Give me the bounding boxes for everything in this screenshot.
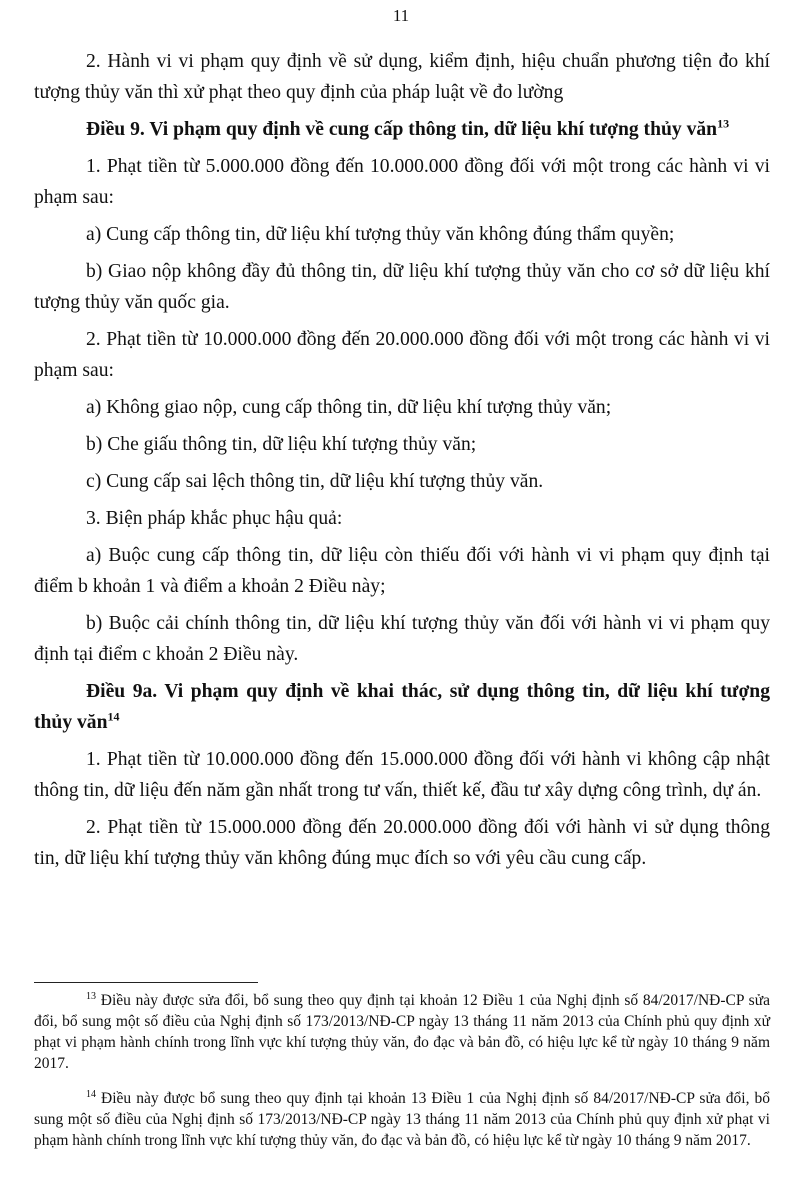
paragraph: 1. Phạt tiền từ 5.000.000 đồng đến 10.000.000 đồng đối với một trong các hành vi vi phạm sau: [34, 156, 770, 208]
footnote-ref: 14 [107, 709, 120, 724]
paragraph: a) Cung cấp thông tin, dữ liệu khí tượng thủy văn không đúng thẩm quyền; [86, 224, 675, 245]
footnote-mark: 13 [86, 990, 96, 1002]
article-heading: Điều 9a. Vi phạm quy định về khai thác, sử dụng thông tin, dữ liệu khí tượng thủy văn$^{14}$ [34, 681, 770, 733]
document-body [34, 46, 770, 880]
paragraph: 2. Phạt tiền từ 15.000.000 đồng đến 20.000.000 đồng đối với hành vi sử dụng thông tin, dữ liệu khí tượng thủy văn không đúng mục đích so với yêu cầu cung cấp. [34, 817, 770, 869]
footnote-divider [34, 982, 258, 983]
article-heading: Điều 9. Vi phạm quy định về cung cấp thông tin, dữ liệu khí tượng thủy văn$^{13}$ [86, 116, 730, 140]
paragraph: 3. Biện pháp khắc phục hậu quả: [86, 508, 343, 529]
paragraph: a) Buộc cung cấp thông tin, dữ liệu còn thiếu đối với hành vi vi phạm quy định tại điểm b khoản 1 và điểm a khoản 2 Điều này; [34, 545, 770, 597]
footnotes [34, 990, 770, 1165]
paragraph: 2. Hành vi vi phạm quy định về sử dụng, kiểm định, hiệu chuẩn phương tiện đo khí tượng thủy văn thì xử phạt theo quy định của pháp luật về đo lường [34, 51, 770, 103]
footnote: $^{13}$ Điều này được sửa đổi, bổ sung theo quy định tại khoản 12 Điều 1 của Nghị định số 84/2017/NĐ-CP sửa đổi, bổ sung một số điều của Nghị định số 173/2013/NĐ-CP ngày 13 tháng 11 năm 2013 của Chính phủ quy định xử phạt vi phạm hành chính trong lĩnh vực khí tượng thủy văn, đo đạc và bản đồ, có hiệu lực kể từ ngày 10 tháng 9 năm 2017. [34, 990, 770, 1072]
paragraph: b) Buộc cải chính thông tin, dữ liệu khí tượng thủy văn đối với hành vi vi phạm quy định tại điểm c khoản 2 Điều này. [34, 613, 770, 665]
paragraph: 2. Phạt tiền từ 10.000.000 đồng đến 20.000.000 đồng đối với một trong các hành vi vi phạm sau: [34, 329, 770, 381]
paragraph: 1. Phạt tiền từ 10.000.000 đồng đến 15.000.000 đồng đối với hành vi không cập nhật thông tin, dữ liệu đến năm gần nhất trong tư vấn, thiết kế, đầu tư xây dựng công trình, dự án. [34, 749, 770, 801]
paragraph: a) Không giao nộp, cung cấp thông tin, dữ liệu khí tượng thủy văn; [86, 397, 612, 418]
paragraph: b) Che giấu thông tin, dữ liệu khí tượng thủy văn; [86, 434, 477, 455]
paragraph: b) Giao nộp không đầy đủ thông tin, dữ liệu khí tượng thủy văn cho cơ sở dữ liệu khí tượng thủy văn quốc gia. [34, 261, 770, 313]
footnote-mark: 14 [86, 1088, 96, 1100]
footnote: $^{14}$ Điều này được bổ sung theo quy định tại khoản 13 Điều 1 của Nghị định số 84/2017/NĐ-CP sửa đổi, bổ sung một số điều của Nghị định số 173/2013/NĐ-CP ngày 13 tháng 11 năm 2013 của Chính phủ quy định xử phạt vi phạm hành chính trong lĩnh vực khí tượng thủy văn, đo đạc và bản đồ, có hiệu lực kể từ ngày 10 tháng 9 năm 2017. [34, 1088, 770, 1149]
footnote-ref: 13 [717, 116, 730, 131]
paragraph: c) Cung cấp sai lệch thông tin, dữ liệu khí tượng thủy văn. [86, 471, 544, 492]
page-number: 11 [392, 6, 410, 25]
